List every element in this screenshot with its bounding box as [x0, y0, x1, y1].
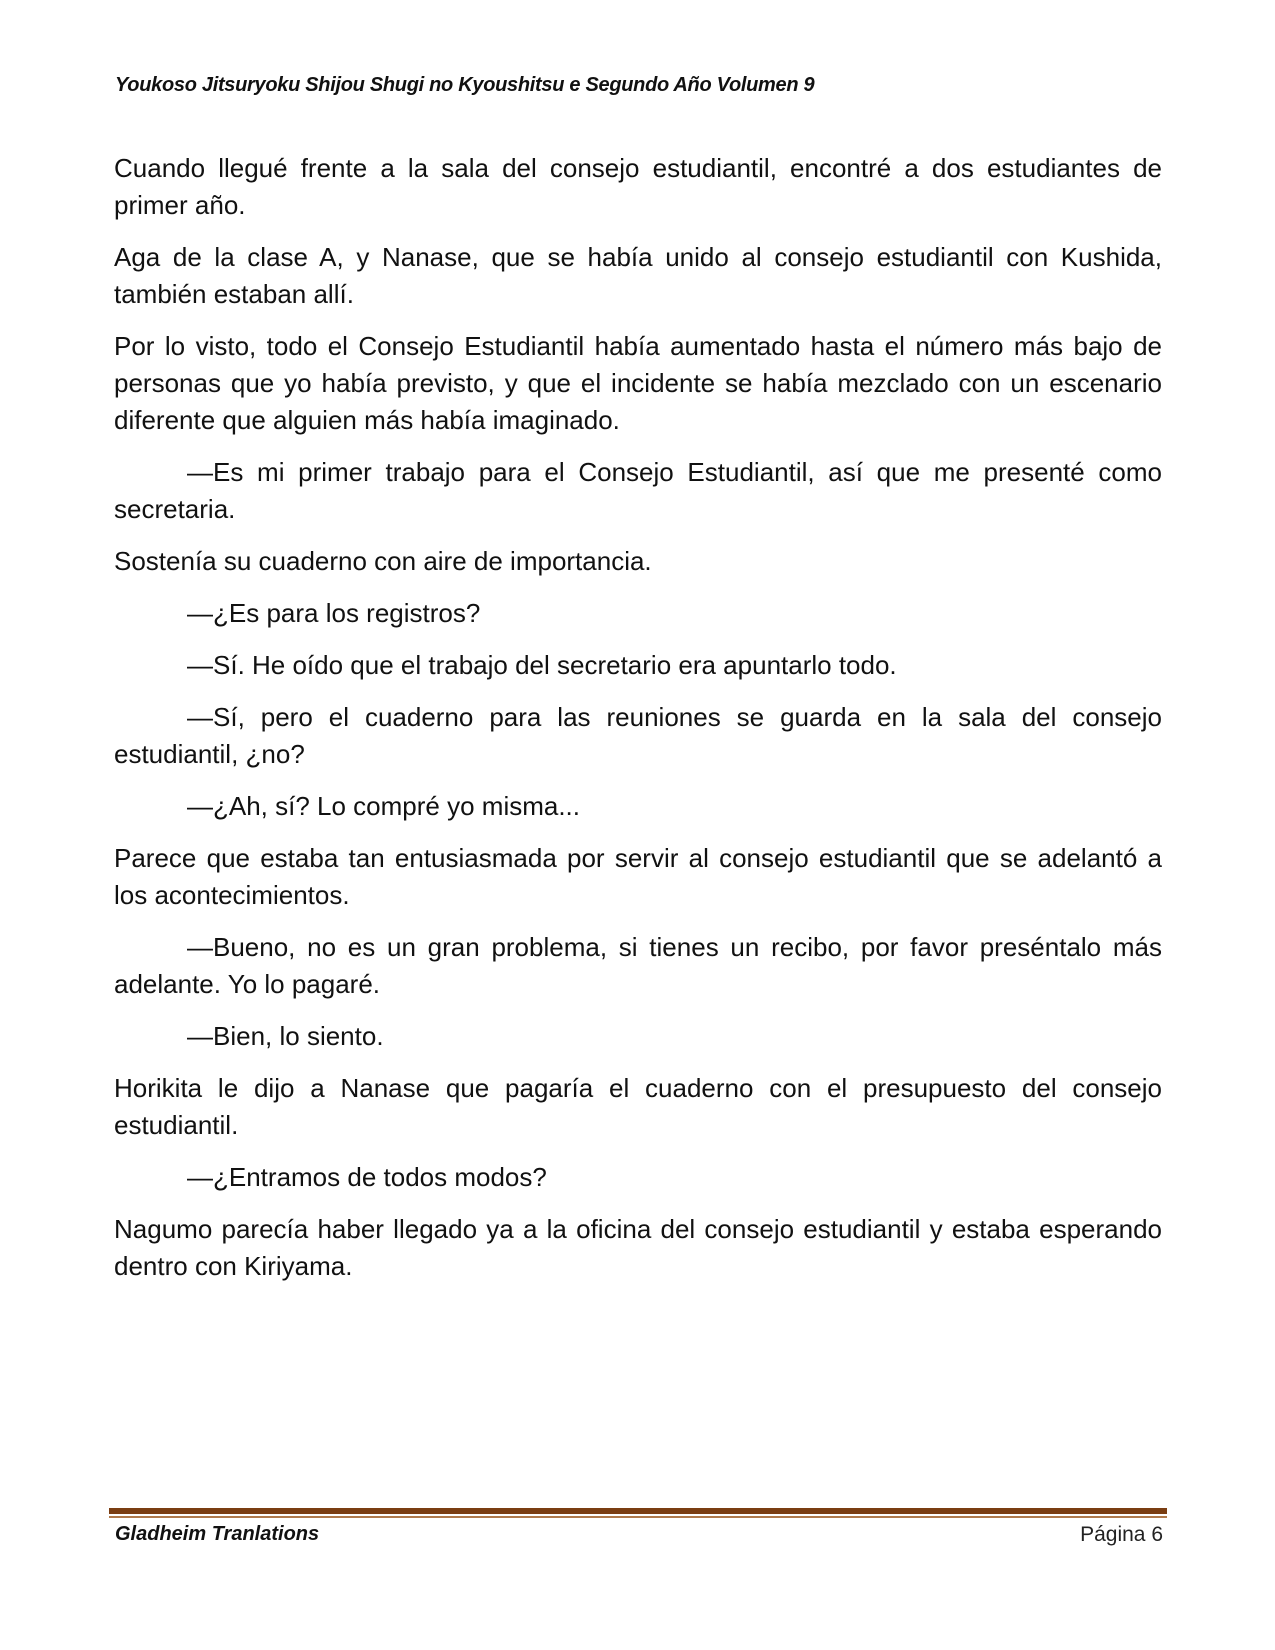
page-number: Página 6 — [1080, 1523, 1163, 1546]
dialog-paragraph: —Sí. He oído que el trabajo del secretario era apuntarlo todo. — [187, 650, 897, 680]
paragraph: Por lo visto, todo el Consejo Estudiantil había aumentado hasta el número más bajo de personas que yo había previsto, y que el incidente se había mezclado con un escenario diferente que alguien más había imaginado. — [114, 331, 1162, 435]
footer-rule-thick — [109, 1508, 1167, 1514]
paragraph: Parece que estaba tan entusiasmada por servir al consejo estudiantil que se adelantó a los acontecimientos. — [114, 843, 1162, 910]
dialog-paragraph: —¿Entramos de todos modos? — [187, 1162, 547, 1192]
dialog-paragraph: —Es mi primer trabajo para el Consejo Estudiantil, así que me presenté como secretaria. — [114, 457, 1162, 524]
dialog-paragraph: —Bueno, no es un gran problema, si tienes un recibo, por favor preséntalo más adelante. Yo lo pagaré. — [114, 932, 1162, 999]
dialog-paragraph: —Sí, pero el cuaderno para las reuniones se guarda en la sala del consejo estudiantil, ¿no? — [114, 702, 1162, 769]
paragraph: Horikita le dijo a Nanase que pagaría el cuaderno con el presupuesto del consejo estudiantil. — [114, 1073, 1162, 1140]
paragraph: Sostenía su cuaderno con aire de importancia. — [114, 546, 652, 576]
dialog-paragraph: —¿Ah, sí? Lo compré yo misma... — [187, 791, 581, 821]
body-text — [114, 150, 1162, 1300]
paragraph: Cuando llegué frente a la sala del consejo estudiantil, encontré a dos estudiantes de primer año. — [114, 153, 1162, 220]
footer-rule-thin — [109, 1516, 1167, 1518]
dialog-paragraph: —Bien, lo siento. — [187, 1021, 384, 1051]
footer-credit: Gladheim Tranlations — [115, 1523, 320, 1545]
paragraph: Nagumo parecía haber llegado ya a la oficina del consejo estudiantil y estaba esperando dentro con Kiriyama. — [114, 1214, 1162, 1281]
dialog-paragraph: —¿Es para los registros? — [187, 598, 481, 628]
running-header: Youkoso Jitsuryoku Shijou Shugi no Kyoushitsu e Segundo Año Volumen 9 — [115, 74, 815, 96]
paragraph: Aga de la clase A, y Nanase, que se había unido al consejo estudiantil con Kushida, también estaban allí. — [114, 242, 1162, 309]
